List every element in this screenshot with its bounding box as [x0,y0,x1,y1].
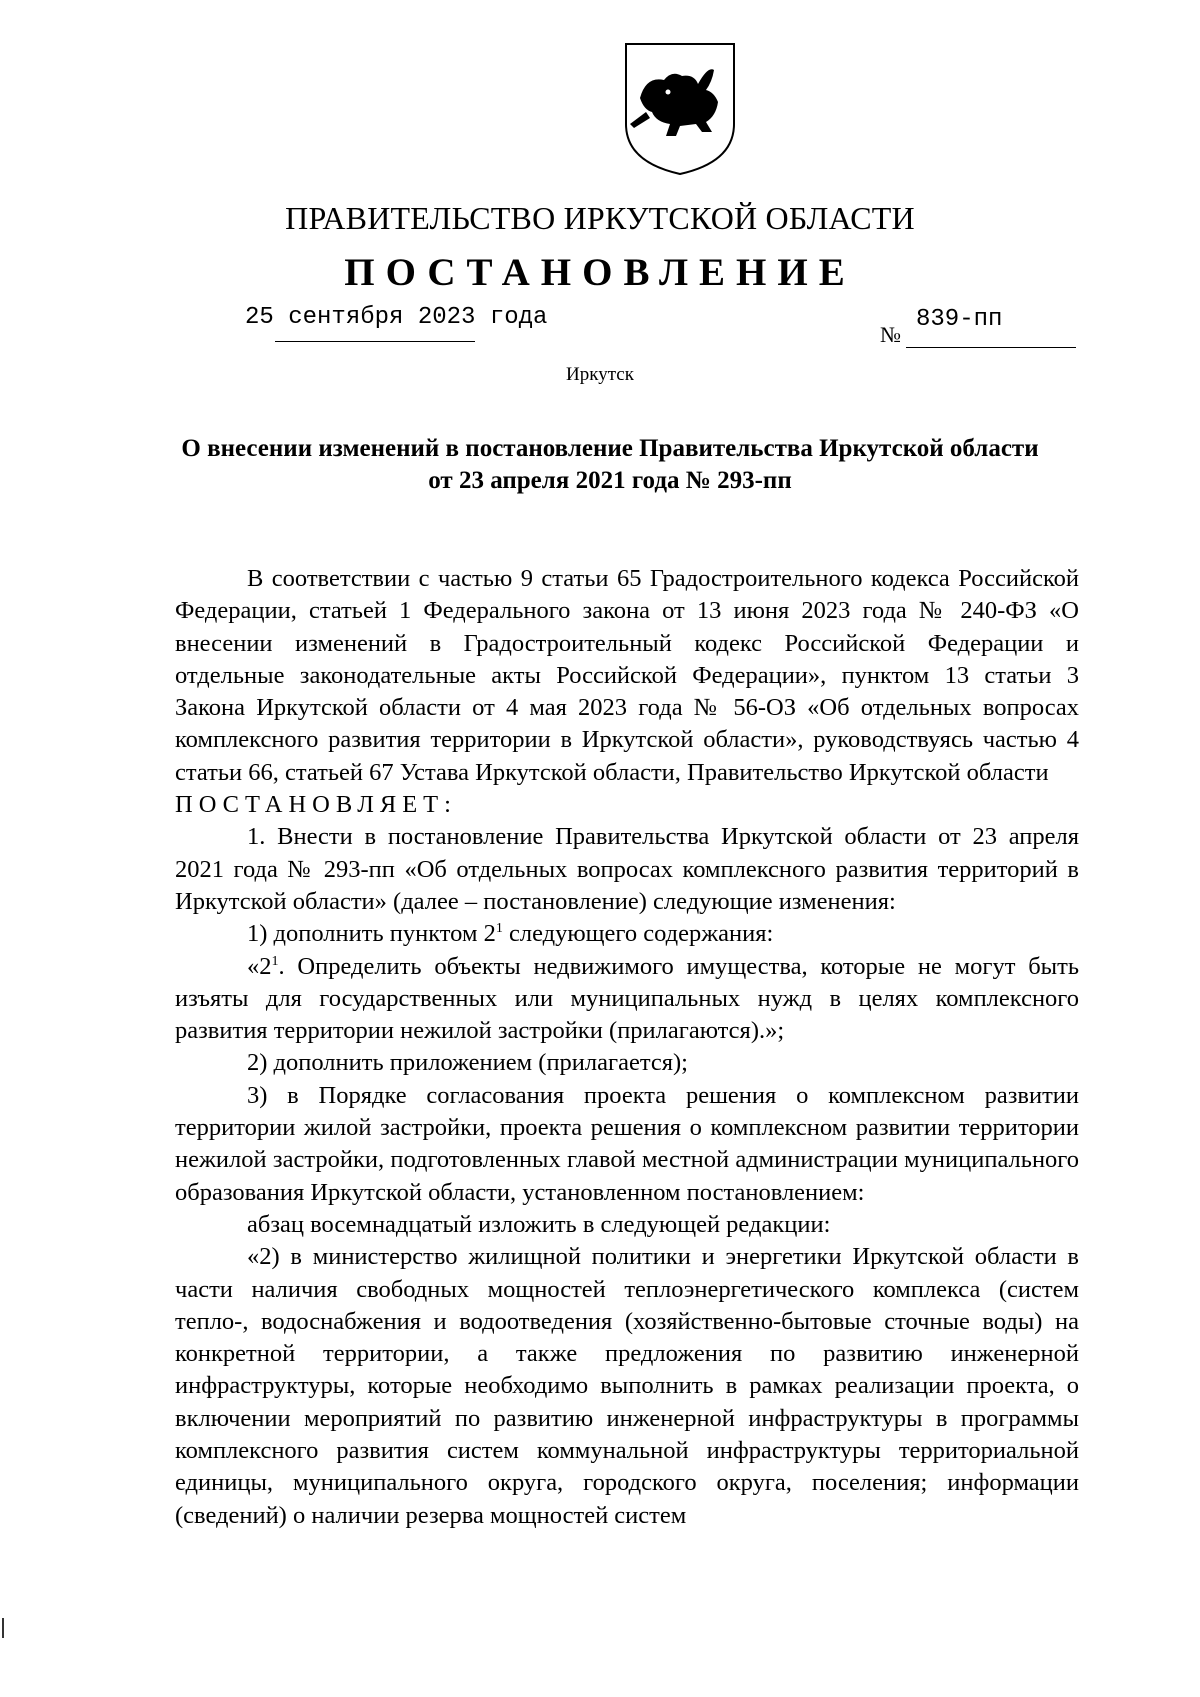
subitem-2-paragraph: 2) дополнить приложением (прилагается); [247,1049,688,1077]
subitem-1-text: 1) дополнить пунктом 2 [247,920,496,948]
subitem-3-paragraph: 3) в Порядке согласования проекта решения о комплексном развитии территории жилой застройки, проекта решения о комплексном развитии территории нежилой застройки, подготовленных главой местной администрации муниципального образования Иркутской области, установленном постановлением: [175,1081,1079,1206]
subitem-1-text-end: следующего содержания: [502,920,774,948]
document-title-line-1: О внесении изменений в постановление Правительства Иркутской области [181,435,1039,462]
document-date: 25 сентября 2023 года [245,304,548,331]
date-underline [275,341,475,342]
document-type: ПОСТАНОВЛЕНИЕ [344,251,856,294]
preamble-paragraph: В соответствии с частью 9 статьи 65 Градостроительного кодекса Российской Федерации, статьей 1 Федерального закона от 13 июня 2023 года № 240-ФЗ «О внесении изменений в Градостроительный кодекс Российской Федерации и отдельные законодательные акты Российской Федерации», пунктом 13 статьи 3 Закона Иркутской области от 4 мая 2023 года № 56-ОЗ «Об отдельных вопросах комплексного развития территории в Иркутской области», руководствуясь частью 4 статьи 66, статьей 67 Устава Иркутской области, Правительство Иркутской области [175,565,1079,786]
decree-word: ПОСТАНОВЛЯЕТ: [175,791,457,819]
quoted-point-paragraph [175,951,1079,1048]
item-1-paragraph: 1. Внести в постановление Правительства Иркутской области от 23 апреля 2021 года № 293-пп «Об отдельных вопросах комплексного развития территорий в Иркутской области» (далее – постановление) следующие изменения: [175,823,1079,915]
quoted-point-text: . Определить объекты недвижимого имущества, которые не могут быть изъяты для государственных или муниципальных нужд в целях комплексного развития территории нежилой застройки (прилагаются).»; [175,952,1079,1045]
city: Иркутск [566,364,634,385]
irkutsk-coat-of-arms-icon [622,40,738,178]
quoted-point-superscript: 1 [271,953,279,969]
document-title-line-2: от 23 апреля 2021 года № 293-пп [428,467,792,494]
quoted-ministry-paragraph: «2) в министерство жилищной политики и энергетики Иркутской области в части наличия свободных мощностей теплоэнергетического комплекса (систем тепло-, водоснабжения и водоотведения (хозяйственно-бытовые сточные воды) на конкретной территории, а также предложения по развитию инженерной инфраструктуры, которые необходимо выполнить в рамках реализации проекта, о включении мероприятий по развитию инженерной инфраструктуры в программы комплексного развития систем коммунальной инфраструктуры территориальной единицы, муниципального округа, городского округа, поселения; информации (сведений) о наличии резерва мощностей систем [175,1243,1079,1529]
organization-name: ПРАВИТЕЛЬСТВО ИРКУТСКОЙ ОБЛАСТИ [285,200,915,236]
scan-margin-mark [2,1618,4,1638]
quoted-point-open: «2 [247,952,272,980]
number-underline [906,347,1076,348]
subitem-1-paragraph [175,918,1079,950]
document-title [150,433,1070,497]
document-number: 839-пп [916,306,1003,333]
subitem-1-superscript: 1 [495,921,503,937]
paragraph-note: абзац восемнадцатый изложить в следующей редакции: [247,1210,831,1238]
number-sign: № [880,322,901,347]
document-body [175,563,1079,1532]
